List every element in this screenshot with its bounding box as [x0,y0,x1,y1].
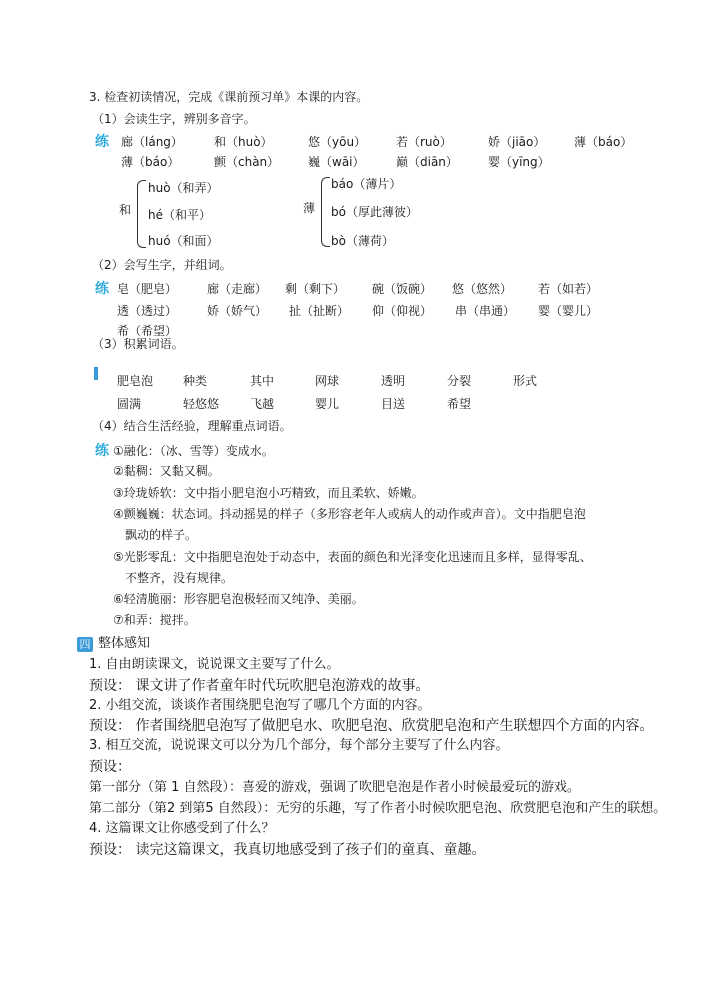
answer-line: 预设： 作者围绕肥皂泡写了做肥皂水、吹肥皂泡、欣赏肥皂泡和产生联想四个方面的内容。 [89,718,654,734]
answer-line: 预设： [89,759,131,775]
vocab-word: 种类 [183,374,208,388]
he-bracket [137,180,146,248]
question-line: 1. 自由朗读课文，说说课文主要写了什么。 [89,657,340,672]
write-word: 仰（仰视） [372,304,433,318]
meaning-line: 不整齐，没有规律。 [125,571,234,585]
write-word: 串（串通） [455,304,516,318]
meaning-line: 飘动的样子。 [125,528,198,542]
write-word: 娇（娇气） [207,304,268,318]
poly-char: 婴（yīng） [488,155,550,169]
he-reading: huò（和弄） [148,181,219,195]
vocab-word: 透明 [381,374,406,388]
vocab-word: 目送 [381,397,406,411]
section-title: 整体感知 [98,636,151,651]
vocab-word: 轻悠悠 [183,397,220,411]
answer-line: 预设： 课文讲了作者童年时代玩吹肥皂泡游戏的故事。 [89,678,430,694]
vocab-word: 网球 [315,374,340,388]
meaning-line: ④颤巍巍：状态词。抖动摇晃的样子（多形容老年人或病人的动作或声音）。文中指肥皂泡 [113,507,586,521]
item3-heading: 3. 检查初读情况，完成《课前预习单》本课的内容。 [89,90,369,104]
vocab-word: 婴儿 [315,397,340,411]
write-word: 廊（走廊） [207,282,268,296]
meaning-line: ①融化：（冰、雪等）变成水。 [113,444,274,458]
he-reading: huó（和面） [148,234,219,248]
answer-line: 预设： 读完这篇课文，我真切地感受到了孩子们的童真、童趣。 [89,842,486,858]
vocab-word: 分裂 [447,374,472,388]
write-word: 婴（婴儿） [538,304,599,318]
he-reading: hé（和平） [148,208,211,222]
write-word: 若（如若） [538,282,599,296]
bao-reading: bò（薄荷） [331,234,394,248]
sub4-heading: （4）结合生活经验，理解重点词语。 [92,419,292,433]
meaning-line: ③玲珑娇软：文中指小肥皂泡小巧精致，而且柔软、娇嫩。 [113,486,424,500]
poly-char: 若（ruò） [396,135,452,149]
write-word: 透（透过） [117,304,178,318]
bao-char: 薄 [303,201,316,215]
question-line: 3. 相互交流，说说课文可以分为几个部分，每个部分主要写了什么内容。 [89,738,509,753]
part-line: 第一部分（第 1 自然段）：喜爱的游戏，强调了吹肥皂泡是作者小时候最爱玩的游戏。 [89,780,581,795]
meaning-line: ②黏稠：又黏又稠。 [113,464,220,478]
bookmark-icon [94,367,114,380]
sub2-heading: （2）会写生字，并组词。 [92,258,232,272]
meaning-line: ⑦和弄：搅拌。 [113,613,196,627]
vocab-word: 肥皂泡 [117,374,154,388]
poly-char: 廊（láng） [121,135,183,149]
write-word: 皂（肥皂） [117,282,178,296]
he-char: 和 [119,203,132,217]
poly-char: 巅（diān） [396,155,458,169]
bao-reading: bó（厚此薄彼） [331,205,418,219]
write-word: 碗（饭碗） [372,282,433,296]
bao-reading: báo（薄片） [331,177,402,191]
sub1-heading: （1）会读生字，辨别多音字。 [92,112,256,126]
write-word: 悠（悠然） [452,282,513,296]
question-line: 4. 这篇课文让你感受到了什么？ [89,821,275,836]
write-word: 扯（扯断） [289,304,350,318]
write-word: 剩（剩下） [285,282,346,296]
lian-icon: 练 [95,281,109,297]
part-line: 第二部分（第2 到第5 自然段）：无穷的乐趣，写了作者小时候吹肥皂泡、欣赏肥皂泡和产生的联想。 [89,801,667,816]
poly-char: 薄（báo） [121,155,180,169]
bao-bracket [321,177,330,247]
vocab-word: 形式 [513,374,538,388]
lian-icon: 练 [95,134,109,150]
lian-icon: 练 [95,443,109,459]
vocab-word: 希望 [447,397,472,411]
poly-char: 颤（chàn） [214,155,280,169]
poly-char: 悠（yōu） [308,135,367,149]
section-badge: 四 [77,637,93,652]
poly-char: 巍（wāi） [308,155,365,169]
vocab-word: 飞越 [250,397,275,411]
poly-char: 薄（báo） [574,135,633,149]
write-word: 希（希望） [117,324,178,338]
sub3-heading: （3）积累词语。 [92,337,184,351]
question-line: 2. 小组交流，谈谈作者围绕肥皂泡写了哪几个方面的内容。 [89,698,431,713]
meaning-line: ⑥轻清脆丽：形容肥皂泡极轻而又纯净、美丽。 [113,592,364,606]
vocab-word: 圆满 [117,397,142,411]
vocab-word: 其中 [250,374,275,388]
poly-char: 娇（jiāo） [488,135,546,149]
poly-char: 和（huò） [214,135,273,149]
meaning-line: ⑤光影零乱：文中指肥皂泡处于动态中，表面的颜色和光泽变化迅速而且多样，显得零乱、 [113,550,592,564]
